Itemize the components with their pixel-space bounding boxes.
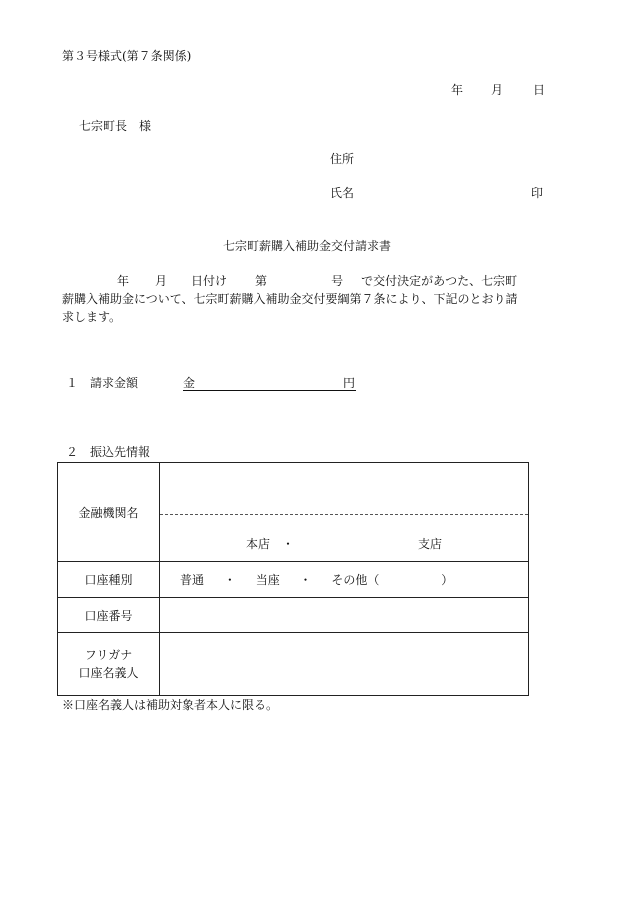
separator-dot: ・ xyxy=(223,573,236,587)
paragraph-line-2: 薪購入補助金について、七宗町薪購入補助金交付要綱第７条により、下記のとおり請 xyxy=(62,292,518,306)
account-type-cell[interactable] xyxy=(160,562,529,598)
request-amount-label: １ 請求金額 xyxy=(66,376,139,390)
institution-row xyxy=(58,463,529,562)
body-year: 年 xyxy=(117,274,130,288)
body-line1-rest: で交付決定があつた、七宗町 xyxy=(361,274,518,288)
account-holder-row xyxy=(58,633,529,696)
account-holder-field[interactable] xyxy=(160,633,529,696)
holder-note: ※口座名義人は補助対象者本人に限る。 xyxy=(62,698,279,712)
paragraph-line-3: 求します。 xyxy=(62,310,122,324)
account-number-label: 口座番号 xyxy=(58,598,160,633)
institution-name-field[interactable] xyxy=(160,463,528,515)
date-year: 年 xyxy=(451,83,464,97)
seal-mark: 印 xyxy=(531,186,544,200)
body-date-suffix: 日付け xyxy=(191,274,228,288)
amount-field-underline[interactable] xyxy=(183,390,356,391)
account-type-row xyxy=(58,562,529,598)
date-day: 日 xyxy=(533,83,546,97)
bank-info-table xyxy=(57,462,529,696)
paragraph-line-1 xyxy=(62,272,572,290)
amount-kin: 金 xyxy=(183,376,196,390)
institution-label: 金融機関名 xyxy=(58,463,160,562)
account-type-label: 口座種別 xyxy=(58,562,160,598)
separator-dot: ・ xyxy=(299,573,312,587)
address-label: 住所 xyxy=(330,152,355,166)
transfer-info-label: ２ 振込先情報 xyxy=(66,445,151,459)
holder-label: 口座名義人 xyxy=(78,666,139,680)
name-label: 氏名 xyxy=(330,186,355,200)
account-type-futsu[interactable]: 普通 xyxy=(180,573,205,587)
furigana-label: フリガナ xyxy=(84,648,133,662)
date-month: 月 xyxy=(491,83,504,97)
institution-cell[interactable] xyxy=(160,463,529,562)
account-type-toza[interactable]: 当座 xyxy=(255,573,280,587)
account-type-other[interactable]: その他（ xyxy=(331,573,380,587)
honten-label: 本店 ・ xyxy=(246,537,295,551)
body-month: 月 xyxy=(155,274,168,288)
account-number-field[interactable] xyxy=(160,598,529,633)
body-dai: 第 xyxy=(255,274,268,288)
form-number: 第３号様式(第７条関係) xyxy=(62,49,192,63)
other-close-paren: ） xyxy=(441,573,454,587)
account-holder-label xyxy=(58,633,160,696)
account-number-row xyxy=(58,598,529,633)
request-paragraph xyxy=(62,272,572,326)
amount-yen: 円 xyxy=(343,376,356,390)
shiten-label: 支店 xyxy=(418,537,443,551)
document-title: 七宗町薪購入補助金交付請求書 xyxy=(223,239,392,253)
branch-field[interactable] xyxy=(160,515,528,561)
body-go: 号 xyxy=(331,274,344,288)
addressee: 七宗町長 様 xyxy=(79,119,152,133)
